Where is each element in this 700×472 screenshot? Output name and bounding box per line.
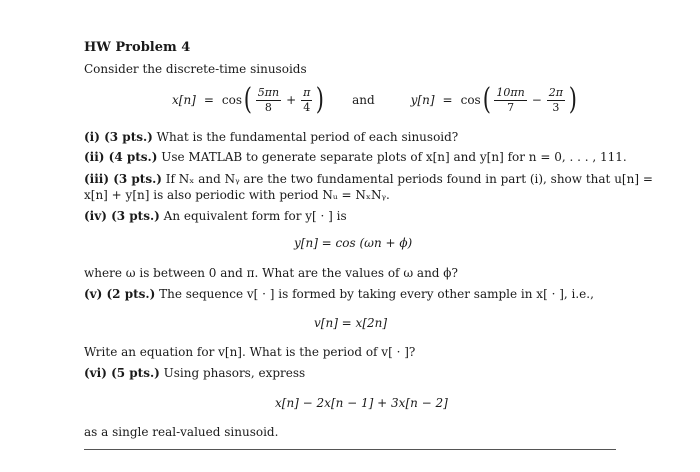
left-paren-2: ( bbox=[482, 82, 491, 117]
part-v-label: (v) (2 pts.) bbox=[84, 287, 156, 301]
left-paren-1: ( bbox=[243, 82, 252, 117]
part-iii bbox=[84, 172, 653, 186]
x-lhs: x[n] bbox=[172, 93, 196, 107]
right-paren-2: ) bbox=[568, 82, 577, 117]
frac2-numerator: π bbox=[303, 85, 311, 99]
part-v bbox=[84, 287, 594, 301]
equals-sign-2: = bbox=[442, 93, 453, 107]
right-paren-1: ) bbox=[316, 82, 325, 117]
part-iii-text-line1: If Nₓ and Nᵧ are the two fundamental periods found in part (i), show that u[n] = bbox=[165, 172, 653, 186]
intro-text: Consider the discrete-time sinusoids bbox=[84, 62, 307, 76]
cos-func-1: cos bbox=[221, 93, 243, 107]
frac4-numerator: 2π bbox=[548, 85, 564, 99]
frac1-denominator: 8 bbox=[264, 100, 272, 114]
frac4-denominator: 3 bbox=[552, 100, 560, 114]
part-vi bbox=[84, 366, 305, 380]
part-iii-label: (iii) (3 pts.) bbox=[84, 172, 162, 186]
part-iv bbox=[84, 209, 347, 223]
equals-sign-1: = bbox=[203, 93, 214, 107]
part-v-text: The sequence v[ · ] is formed by taking every other sample in x[ · ], i.e., bbox=[159, 287, 594, 301]
part-i-label: (i) (3 pts.) bbox=[84, 130, 153, 144]
frac1-numerator: 5πn bbox=[257, 85, 280, 99]
part-ii bbox=[84, 150, 627, 164]
part-ii-label: (ii) (4 pts.) bbox=[84, 150, 158, 164]
part-vi-equation: x[n] − 2x[n − 1] + 3x[n − 2] bbox=[275, 396, 448, 410]
fraction-2pi-over-3 bbox=[547, 86, 565, 115]
and-word: and bbox=[352, 93, 375, 107]
bottom-divider bbox=[84, 449, 616, 450]
frac3-denominator: 7 bbox=[507, 100, 515, 114]
fraction-10pin-over-7 bbox=[494, 86, 526, 115]
part-iv-label: (iv) (3 pts.) bbox=[84, 209, 160, 223]
part-vi-text: Using phasors, express bbox=[163, 366, 306, 380]
part-ii-text: Use MATLAB to generate separate plots of x[n] and y[n] for n = 0, . . . , 111. bbox=[161, 150, 627, 164]
part-iv-equation: y[n] = cos (ωn + ϕ) bbox=[294, 236, 413, 250]
cos-func-2: cos bbox=[460, 93, 481, 107]
part-iv-text: An equivalent form for y[ · ] is bbox=[163, 209, 347, 223]
part-i bbox=[84, 130, 458, 144]
part-v-equation: v[n] = x[2n] bbox=[314, 316, 388, 330]
y-lhs: y[n] bbox=[410, 93, 435, 107]
plus-sign: + bbox=[286, 93, 297, 107]
part-i-text: What is the fundamental period of each sinusoid? bbox=[156, 130, 459, 144]
problem-title: HW Problem 4 bbox=[84, 40, 191, 55]
frac3-numerator: 10πn bbox=[496, 85, 525, 99]
minus-sign: − bbox=[531, 93, 542, 107]
part-vi-label: (vi) (5 pts.) bbox=[84, 366, 160, 380]
fraction-5pin-over-8 bbox=[256, 86, 281, 115]
part-vi-followup: as a single real-valued sinusoid. bbox=[84, 425, 279, 439]
part-iii-text-line2: x[n] + y[n] is also periodic with period Nᵤ = NₓNᵧ. bbox=[84, 188, 390, 202]
sinusoid-definitions-equation bbox=[172, 82, 579, 118]
part-v-followup: Write an equation for v[n]. What is the period of v[ · ]? bbox=[84, 345, 416, 359]
frac2-denominator: 4 bbox=[303, 100, 311, 114]
part-iv-followup: where ω is between 0 and π. What are the values of ω and ϕ? bbox=[84, 266, 458, 280]
fraction-pi-over-4 bbox=[301, 86, 312, 115]
